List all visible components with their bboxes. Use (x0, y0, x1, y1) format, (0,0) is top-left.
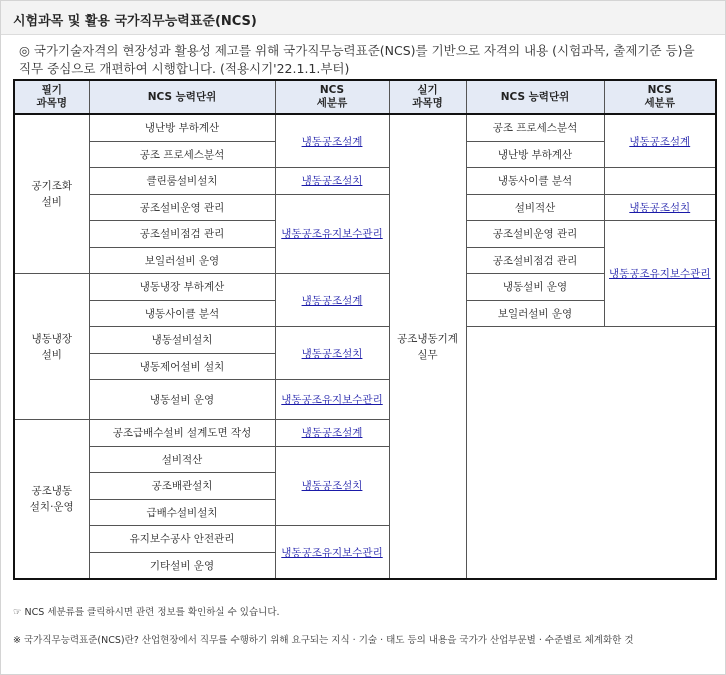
ncs-subcategory-link[interactable]: 냉동공조설계 (301, 135, 363, 148)
subcat-cell (275, 274, 389, 327)
subcat-cell (275, 526, 389, 580)
written-subject: 공조냉동 설치·운영 (14, 420, 89, 580)
unit-cell: 기타설비 운영 (89, 552, 275, 579)
unit-cell: 보일러설비 운영 (466, 300, 604, 327)
ncs-subcategory-link[interactable]: 냉동공조설치 (301, 347, 363, 360)
unit-cell: 설비적산 (89, 446, 275, 473)
col-ncs-subcategory: NCS 세분류 (275, 80, 389, 114)
unit-cell: 공조설비운영 관리 (89, 194, 275, 221)
unit-cell: 유지보수공사 안전관리 (89, 526, 275, 553)
table-row (14, 114, 716, 141)
subcat-cell (604, 221, 716, 327)
ncs-subcategory-link[interactable]: 냉동공조설치 (301, 480, 363, 493)
unit-cell: 공조설비점검 관리 (466, 247, 604, 274)
ncs-subcategory-link[interactable]: 냉동공조유지보수관리 (609, 268, 711, 280)
panel-header (1, 1, 725, 35)
unit-cell: 냉난방 부하계산 (466, 141, 604, 168)
table-row (14, 168, 716, 195)
unit-cell: 냉난방 부하계산 (89, 114, 275, 141)
ncs-subcategory-link[interactable]: 냉동공조설치 (301, 175, 363, 188)
unit-cell: 공조 프로세스분석 (466, 114, 604, 141)
col-written-subject: 필기 과목명 (14, 80, 89, 114)
subcat-cell (604, 114, 716, 168)
unit-cell: 냉동사이클 분석 (89, 300, 275, 327)
subcat-cell (275, 327, 389, 380)
unit-cell: 공조배관설치 (89, 473, 275, 500)
footnote-click-hint: ☞ NCS 세분류를 클릭하시면 관련 정보를 확인하실 수 있습니다. (13, 607, 280, 618)
table-header-row (14, 80, 716, 114)
unit-cell: 냉동냉장 부하계산 (89, 274, 275, 301)
col-ncs-unit-practical: NCS 능력단위 (466, 80, 604, 114)
unit-cell: 냉동사이클 분석 (466, 168, 604, 195)
subcat-cell (275, 194, 389, 274)
unit-cell: 설비적산 (466, 194, 604, 221)
subcat-cell (275, 380, 389, 420)
ncs-subcategory-link[interactable]: 냉동공조유지보수관리 (281, 394, 383, 406)
unit-cell: 보일러설비 운영 (89, 247, 275, 274)
unit-cell: 공조 프로세스분석 (89, 141, 275, 168)
intro-text: ◎ 국가기술자격의 현장성과 활용성 제고를 위해 국가직무능력표준(NCS)를 기반으로 자격의 내용 (시험과목, 출제기준 등)을 직무 중심으로 개편하여 시행합니다. (적용시기'22.1.1.부터) (19, 43, 695, 76)
written-subject: 공기조화 설비 (14, 114, 89, 274)
unit-cell: 냉동설비 운영 (89, 380, 275, 420)
ncs-subcategory-link[interactable]: 냉동공조유지보수관리 (281, 546, 383, 559)
col-practical-subject: 실기 과목명 (389, 80, 466, 114)
ncs-subcategory-link[interactable]: 냉동공조설계 (629, 135, 691, 148)
col-ncs-subcategory-practical: NCS 세분류 (604, 80, 716, 114)
practical-subject: 공조냉동기계 실무 (389, 114, 466, 579)
written-subject: 냉동냉장 설비 (14, 274, 89, 420)
subcat-cell (604, 194, 716, 221)
unit-cell: 공조설비점검 관리 (89, 221, 275, 248)
unit-cell: 급배수설비설치 (89, 499, 275, 526)
ncs-subcategory-link[interactable]: 냉동공조유지보수관리 (281, 228, 383, 241)
unit-cell: 공조급배수설비 설계도면 작성 (89, 420, 275, 447)
unit-cell: 냉동제어설비 설치 (89, 353, 275, 380)
subcat-cell (275, 114, 389, 168)
table-row (14, 327, 716, 354)
empty-cell (466, 327, 716, 580)
col-ncs-unit: NCS 능력단위 (89, 80, 275, 114)
subcat-cell (275, 446, 389, 526)
subcat-cell (275, 168, 389, 195)
subcat-cell (275, 420, 389, 447)
footnote-ncs-definition: ※ 국가직무능력표준(NCS)란? 산업현장에서 직무를 수행하기 위해 요구되는 지식 · 기술 · 태도 등의 내용을 국가가 산업부문별 · 수준별로 체계화한 것 (13, 635, 634, 646)
unit-cell: 냉동설비 운영 (466, 274, 604, 301)
page-title: 시험과목 및 활용 국가직무능력표준(NCS) (13, 14, 257, 29)
ncs-subcategory-link[interactable]: 냉동공조설치 (629, 201, 691, 214)
ncs-subcategory-link[interactable]: 냉동공조설계 (301, 427, 363, 440)
empty-cell (604, 168, 716, 195)
ncs-subcategory-link[interactable]: 냉동공조설계 (301, 294, 363, 307)
unit-cell: 공조설비운영 관리 (466, 221, 604, 248)
unit-cell: 클린룸설비설치 (89, 168, 275, 195)
table-row (14, 194, 716, 221)
ncs-table (13, 79, 717, 580)
unit-cell: 냉동설비설치 (89, 327, 275, 354)
